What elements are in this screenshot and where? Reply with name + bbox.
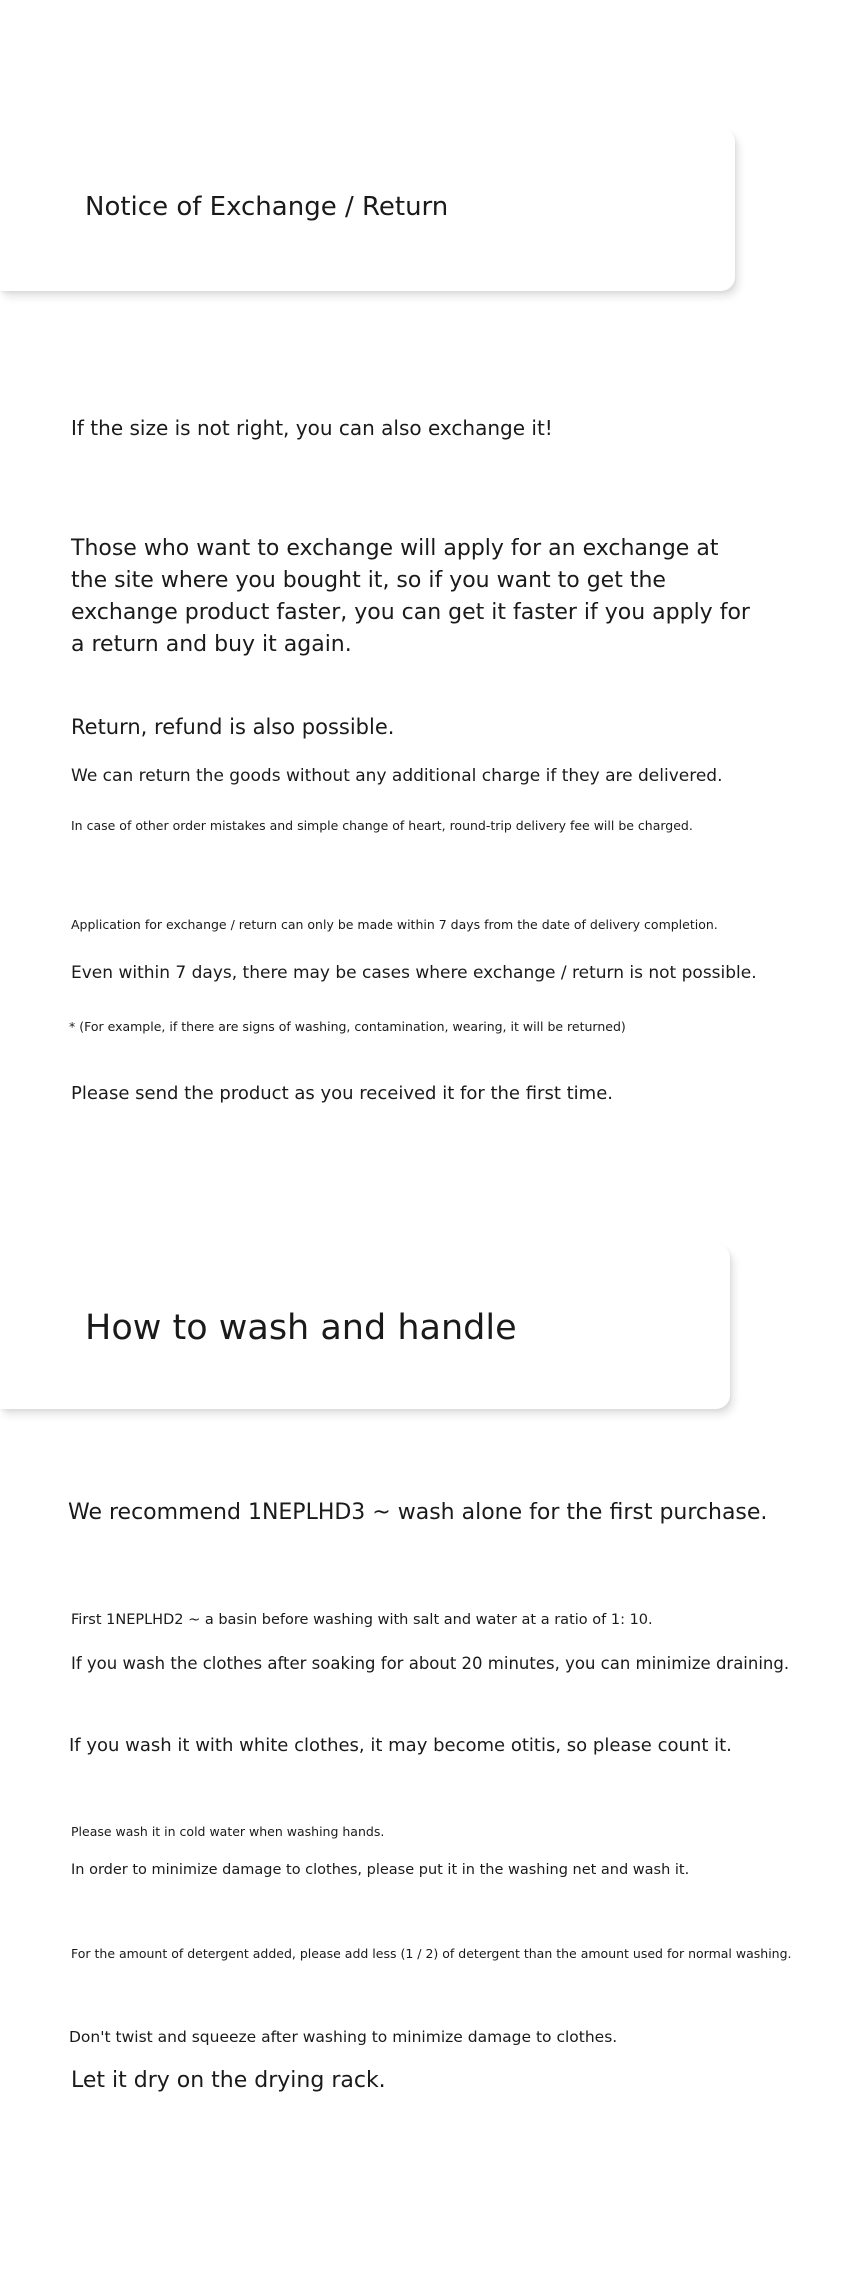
exception-note: Even within 7 days, there may be cases where exchange / return is not possible. xyxy=(71,963,757,983)
example-note: * (For example, if there are signs of washing, contamination, wearing, it will be returned) xyxy=(69,1019,626,1034)
seven-day-note: Application for exchange / return can only be made within 7 days from the date of delivery completion. xyxy=(71,917,718,932)
cold-water-note: Please wash it in cold water when washing hands. xyxy=(71,1824,385,1839)
exchange-paragraph: Those who want to exchange will apply for an exchange at the site where you bought it, so if you want to get the exchange product faster, you can get it faster if you apply for a return and buy it again. xyxy=(71,536,750,657)
no-charge-note: We can return the goods without any additional charge if they are delivered. xyxy=(71,766,723,786)
washing-net-note: In order to minimize damage to clothes, please put it in the washing net and wash it. xyxy=(71,1862,690,1878)
wash-handle-card xyxy=(0,1244,730,1409)
exchange-notice-title: Notice of Exchange / Return xyxy=(85,192,449,222)
refund-heading: Return, refund is also possible. xyxy=(71,715,395,739)
exchange-notice-card xyxy=(0,128,735,291)
detergent-note: For the amount of detergent added, please add less (1 / 2) of detergent than the amount used for normal washing. xyxy=(71,1946,792,1961)
no-twist-note: Don't twist and squeeze after washing to minimize damage to clothes. xyxy=(69,2028,618,2046)
size-exchange-note: If the size is not right, you can also exchange it! xyxy=(71,416,553,440)
wash-handle-title: How to wash and handle xyxy=(85,1308,517,1348)
white-clothes-note: If you wash it with white clothes, it may become otitis, so please count it. xyxy=(69,1735,732,1756)
soak-note: If you wash the clothes after soaking for about 20 minutes, you can minimize draining. xyxy=(71,1654,790,1673)
drying-rack-note: Let it dry on the drying rack. xyxy=(71,2068,386,2093)
first-purchase-recommend: We recommend 1NEPLHD3 ~ wash alone for the first purchase. xyxy=(68,1500,768,1525)
basin-note: First 1NEPLHD2 ~ a basin before washing with salt and water at a ratio of 1: 10. xyxy=(71,1612,653,1628)
send-product-note: Please send the product as you received it for the first time. xyxy=(71,1083,614,1104)
delivery-fee-note: In case of other order mistakes and simple change of heart, round-trip delivery fee will be charged. xyxy=(71,818,693,833)
